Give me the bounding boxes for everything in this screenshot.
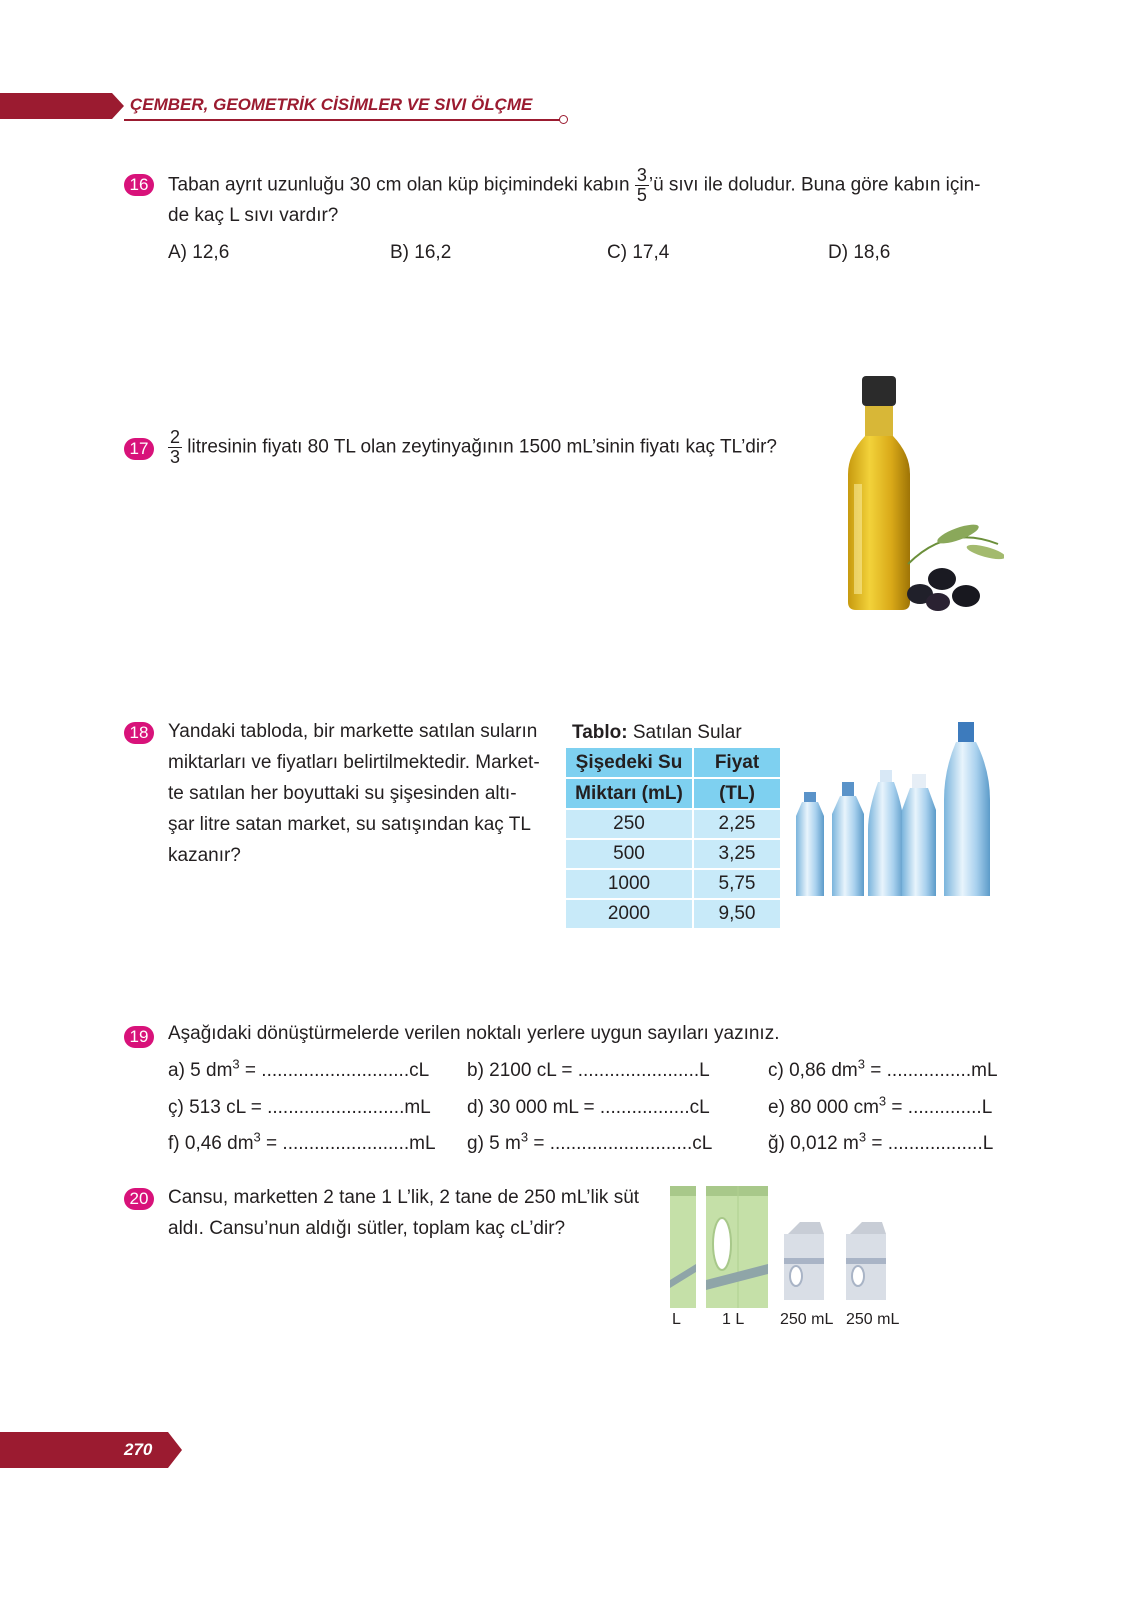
- conv-e-left: e) 80 000 cm: [768, 1097, 879, 1118]
- conv-e-exp: 3: [878, 1093, 887, 1109]
- cell-amount: 2000: [566, 900, 692, 928]
- q16-frac-num: 3: [636, 165, 647, 185]
- conv-d: d) 30 000 mL = .................cL: [467, 1097, 710, 1118]
- q16-fraction: [635, 166, 649, 205]
- table-caption-text: Satılan Sular: [632, 722, 742, 743]
- q16-option-a: A) 12,6: [168, 242, 230, 263]
- conv-a-left: a) 5 dm: [168, 1060, 233, 1081]
- header-bar: [0, 93, 112, 119]
- header-underline: [124, 119, 562, 121]
- conv-gg-left: ğ) 0,012 m: [768, 1133, 859, 1154]
- question-20-badge: 20: [124, 1188, 154, 1210]
- header-bar-tip: [112, 93, 124, 119]
- q18-line-2: miktarları ve fiyatları belirtilmektedir. Market-: [168, 752, 540, 773]
- table-caption: [572, 722, 742, 744]
- conv-a-exp: 3: [232, 1056, 240, 1072]
- table-row: [566, 900, 780, 928]
- question-16-badge: 16: [124, 174, 154, 196]
- cell-price: 3,25: [694, 840, 780, 868]
- q17-frac-num: 2: [170, 427, 181, 447]
- q16-option-b: B) 16,2: [390, 242, 452, 263]
- q20-line-1: Cansu, marketten 2 tane 1 L’lik, 2 tane de 250 mL’lik süt: [168, 1187, 640, 1208]
- cell-price: 5,75: [694, 870, 780, 898]
- col-head-amount-1: Şişedeki Su: [566, 748, 692, 777]
- conv-c-right: = ................mL: [865, 1060, 998, 1081]
- cell-price: 9,50: [694, 900, 780, 928]
- q17-text-body: litresinin fiyatı 80 TL olan zeytinyağının 1500 mL’sinin fiyatı kaç TL’dir?: [187, 436, 777, 458]
- q18-line-1: Yandaki tabloda, bir markette satılan suların: [168, 721, 538, 742]
- table-row: [566, 810, 780, 838]
- conv-c-left: c) 0,86 dm: [768, 1060, 858, 1081]
- conv-e-right: = ..............L: [886, 1097, 993, 1118]
- conv-f-exp: 3: [253, 1129, 261, 1145]
- q20-line-2: aldı. Cansu’nun aldığı sütler, toplam kaç cL’dir?: [168, 1218, 566, 1239]
- question-19-text: Aşağıdaki dönüştürmelerde verilen noktalı yerlere uygun sayıları yazınız.: [168, 1023, 780, 1044]
- q16-option-d: D) 18,6: [828, 242, 891, 263]
- cell-price: 2,25: [694, 810, 780, 838]
- table-row: [566, 840, 780, 868]
- conv-b: b) 2100 cL = .......................L: [467, 1060, 710, 1081]
- conv-gg: [768, 1129, 994, 1155]
- carton-label-2: 1 L: [722, 1311, 745, 1328]
- question-17-badge: 17: [124, 438, 154, 460]
- conv-a-right: = ............................cL: [239, 1060, 430, 1081]
- conv-gg-right: = ..................L: [866, 1133, 994, 1154]
- conv-e: [768, 1093, 993, 1119]
- conv-gg-exp: 3: [858, 1129, 867, 1145]
- question-17-text: [168, 428, 777, 467]
- conv-f: [168, 1129, 436, 1155]
- conv-f-left: f) 0,46 dm: [168, 1133, 254, 1154]
- col-head-amount-2: Miktarı (mL): [566, 779, 692, 808]
- conv-g-right: = ...........................cL: [528, 1133, 713, 1154]
- table-row: [566, 870, 780, 898]
- question-18-text: [168, 716, 548, 871]
- water-bottles-image: [794, 720, 994, 904]
- q18-line-4: şar litre satan market, su satışından kaç TL: [168, 814, 531, 835]
- page-number: 270: [124, 1440, 153, 1459]
- q17-frac-den: 3: [170, 447, 181, 467]
- conv-a: [168, 1056, 430, 1082]
- water-table: [564, 746, 782, 930]
- cell-amount: 1000: [566, 870, 692, 898]
- footer-bar-tip: [168, 1432, 182, 1468]
- col-head-price-1: Fiyat: [694, 748, 780, 777]
- q16-text-a: Taban ayrıt uzunluğu 30 cm olan küp biçimindeki kabın: [168, 174, 630, 196]
- q18-line-3: te satılan her boyuttaki su şişesinden altı-: [168, 783, 517, 804]
- conv-g: [467, 1129, 713, 1155]
- q16-text-b: ’ü sıvı ile doludur. Buna göre kabın için-: [648, 174, 981, 196]
- conv-c-exp: 3: [857, 1056, 865, 1072]
- conv-g-exp: 3: [520, 1129, 529, 1145]
- conv-f-right: = ........................mL: [260, 1133, 436, 1154]
- carton-label-4: 250 mL: [846, 1311, 900, 1328]
- carton-label-1: L: [672, 1311, 681, 1328]
- chapter-title: ÇEMBER, GEOMETRİK CİSİMLER VE SIVI ÖLÇME: [130, 95, 533, 114]
- header-dot: [559, 115, 568, 124]
- olive-oil-bottle-image: [838, 374, 1004, 614]
- milk-cartons-image: [666, 1184, 902, 1310]
- q16-option-c: C) 17,4: [607, 242, 670, 263]
- carton-label-3: 250 mL: [780, 1311, 834, 1328]
- q16-text-c: de kaç L sıvı vardır?: [168, 205, 339, 226]
- question-19-badge: 19: [124, 1026, 154, 1048]
- table-caption-label: Tablo:: [572, 722, 628, 743]
- q17-fraction: [168, 428, 182, 467]
- conv-cc: ç) 513 cL = ..........................mL: [168, 1097, 431, 1118]
- cell-amount: 500: [566, 840, 692, 868]
- question-18-badge: 18: [124, 722, 154, 744]
- cell-amount: 250: [566, 810, 692, 838]
- conv-g-left: g) 5 m: [467, 1133, 521, 1154]
- q18-line-5: kazanır?: [168, 845, 241, 866]
- q16-frac-den: 5: [636, 185, 647, 205]
- col-head-price-2: (TL): [694, 779, 780, 808]
- conv-c: [768, 1056, 998, 1082]
